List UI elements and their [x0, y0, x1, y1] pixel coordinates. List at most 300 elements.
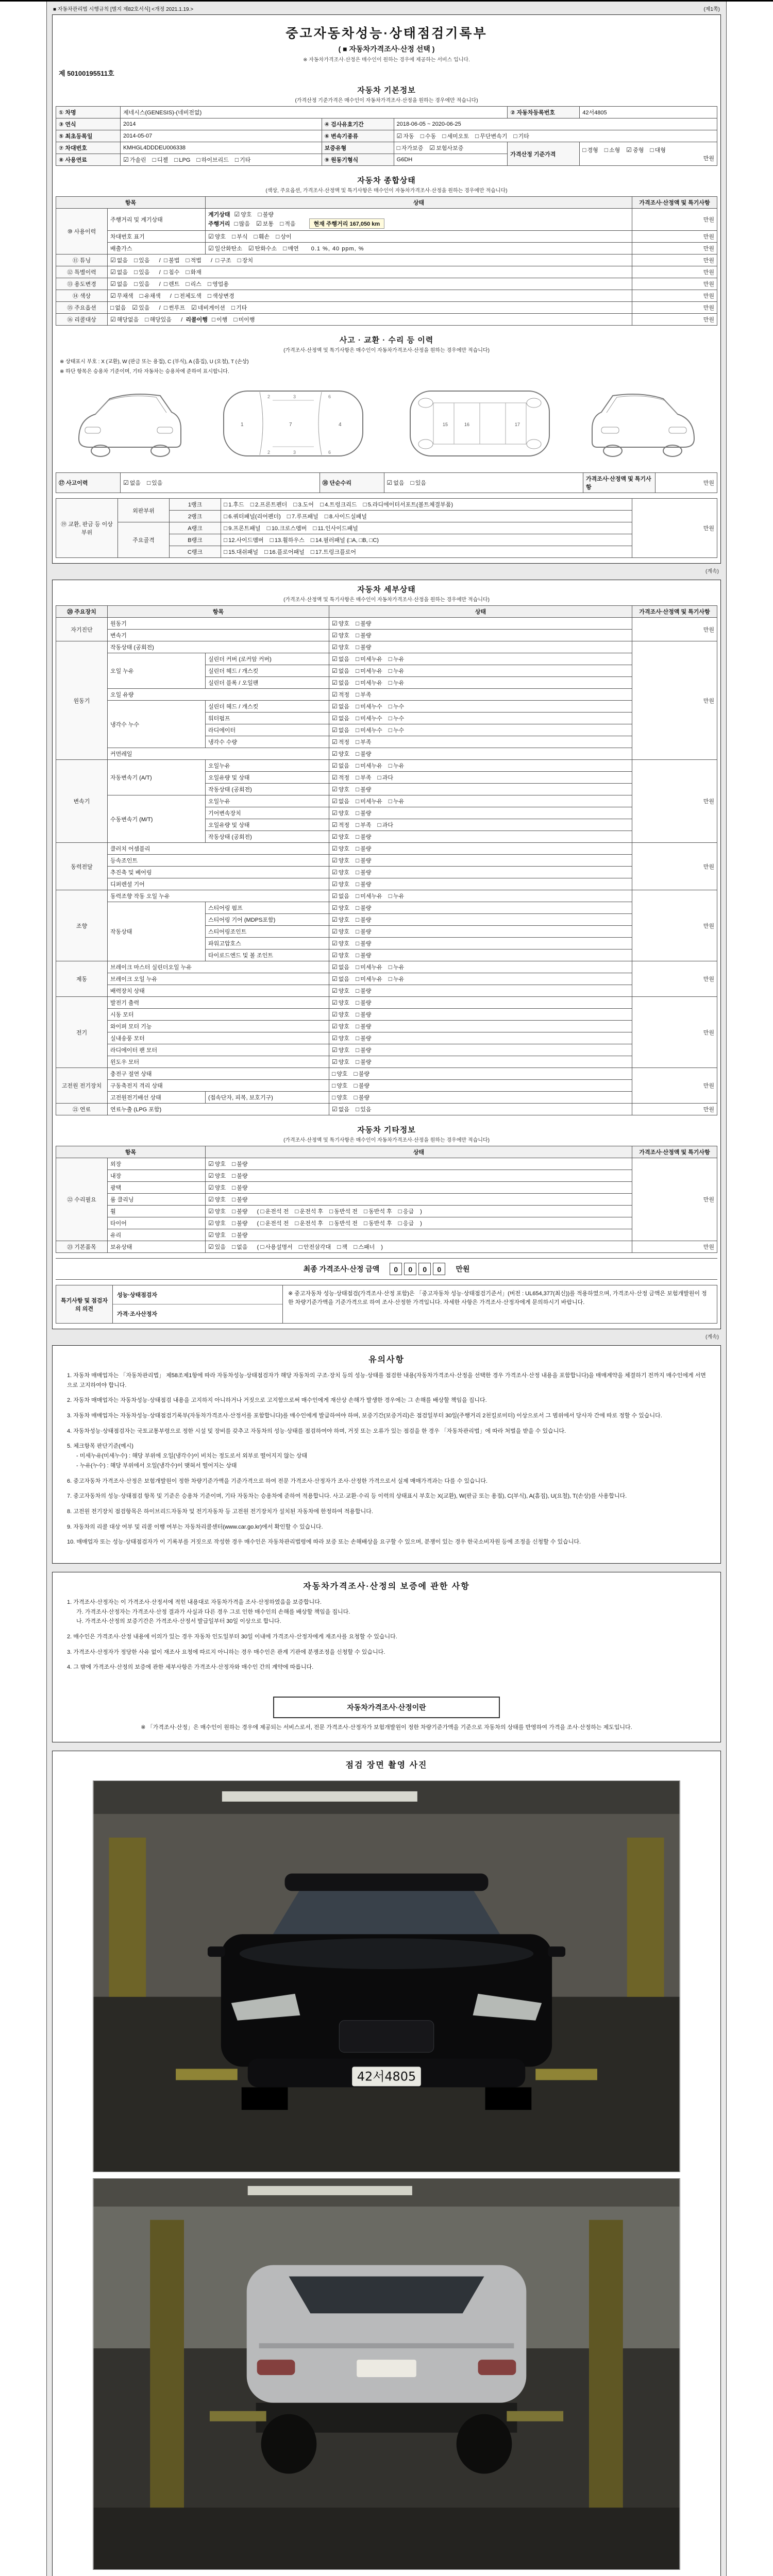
- checkbox-icon: □: [232, 1172, 236, 1179]
- etc-section-note: (가격조사·산정액 및 특기사항은 매수인이 자동차가격조사·산정을 원하는 경우에만 적습니다): [283, 1138, 490, 1143]
- detail-checkbox[interactable]: [332, 951, 349, 959]
- overall-price-cell: 만원: [632, 302, 717, 314]
- overall-checkbox[interactable]: [110, 268, 128, 276]
- overall-checkbox[interactable]: [164, 268, 180, 276]
- final-price-digit: 0: [433, 1263, 445, 1275]
- checkbox-label: 있음: [139, 258, 150, 264]
- checkbox-label: 부족: [360, 739, 372, 745]
- etc-checkbox[interactable]: [208, 1219, 226, 1227]
- checkbox-icon: □: [266, 524, 271, 532]
- overall-checkbox[interactable]: [208, 232, 226, 241]
- detail-checkbox[interactable]: [332, 809, 349, 817]
- field-label-vin: ⑦ 차대번호: [56, 142, 121, 154]
- detail-checkbox[interactable]: [356, 761, 382, 770]
- checkbox-icon: □: [283, 245, 287, 252]
- checkbox-label: 양호: [338, 1024, 350, 1030]
- checkbox-icon: □: [254, 233, 258, 240]
- overall-checkbox[interactable]: [164, 256, 180, 264]
- accident-checkbox[interactable]: [147, 479, 163, 487]
- detail-checkbox[interactable]: [356, 619, 372, 628]
- detail-checkbox[interactable]: [389, 892, 405, 900]
- overall-checkbox[interactable]: [208, 280, 229, 288]
- etc-price-cell: 만원: [632, 1241, 717, 1253]
- frame-checkbox[interactable]: [224, 536, 264, 544]
- detail-checkbox[interactable]: [332, 667, 349, 675]
- detail-checkbox[interactable]: [332, 679, 349, 687]
- detail-checkbox[interactable]: [332, 785, 349, 793]
- detail-checkbox[interactable]: [356, 880, 372, 888]
- overall-checkbox[interactable]: [132, 303, 150, 312]
- detail-checkbox[interactable]: [332, 655, 349, 663]
- etc-checkbox[interactable]: [208, 1160, 226, 1168]
- overall-checkbox[interactable]: [186, 256, 201, 264]
- detail-checkbox[interactable]: [332, 773, 349, 782]
- etc-sub-checkbox[interactable]: [295, 1219, 323, 1227]
- checkbox-icon: □: [513, 132, 517, 140]
- accident-checkbox[interactable]: [123, 479, 141, 487]
- checkbox-icon: ☑: [110, 268, 116, 276]
- frame-checkbox[interactable]: [264, 548, 305, 556]
- rank1-items: [221, 499, 632, 511]
- transmission-checkbox[interactable]: [513, 132, 529, 140]
- price-survey-definition-body: ※ 「가격조사·산정」은 매수인이 원하는 경우에 제공되는 서비스로서, 전문 가격조사·산정자가 보험개발원이 정한 차량기준가액을 기준으로 자동차의 상태를 반영하여 가격을 조사·산정하는 제도입니다.: [141, 1724, 632, 1731]
- checkbox-label: 무단변속기: [480, 133, 508, 140]
- overall-checkbox[interactable]: [164, 280, 180, 288]
- overall-state-table: [56, 196, 717, 326]
- checkbox-icon: □: [313, 524, 317, 532]
- device-group-label: 자기진단: [56, 618, 108, 641]
- detail-checkbox[interactable]: [332, 927, 349, 936]
- device-group-label: 변속기: [56, 760, 108, 843]
- frame-checkbox[interactable]: [311, 536, 379, 544]
- overall-checkbox[interactable]: [208, 244, 242, 252]
- detail-checkbox[interactable]: [354, 1070, 370, 1078]
- etc-checkbox[interactable]: [208, 1195, 226, 1204]
- detail-checkbox[interactable]: [356, 892, 382, 900]
- detail-checkbox[interactable]: [389, 975, 405, 983]
- form-reference: ■ 자동차관리법 시행규칙 [별지 제82호서식] <개정 2021.1.19.>: [53, 7, 194, 12]
- detail-checkbox[interactable]: [332, 975, 349, 983]
- detail-checkbox[interactable]: [332, 939, 349, 947]
- detail-checkbox[interactable]: [356, 833, 372, 841]
- warranty-checkbox[interactable]: [429, 144, 463, 152]
- checkbox-label: 미세누수: [360, 727, 382, 734]
- detail-checkbox[interactable]: [356, 821, 372, 829]
- detail-checkbox[interactable]: [356, 844, 372, 853]
- overall-checkbox[interactable]: [208, 292, 234, 300]
- overall-checkbox[interactable]: [212, 315, 228, 324]
- notice-item-text: 7. 중고자동차의 성능·상태점검 항목 및 기준은 승용차 기준이며, 기타 자동차는 승용차에 준하여 적용합니다. 사고·교환·수리 등 이력의 상태표시 부호는 X(교환), W(판금 또는 용접), C(부식), A(흠집), U(요철), T(손상)를 사용합니다.: [67, 1493, 627, 1500]
- detail-checkbox[interactable]: [389, 655, 405, 663]
- overall-checkbox[interactable]: [164, 303, 185, 312]
- frame-checkbox[interactable]: [270, 536, 305, 544]
- etc-checkbox[interactable]: [208, 1243, 226, 1251]
- panel-checkbox[interactable]: [224, 512, 281, 520]
- overall-checkbox[interactable]: [234, 219, 250, 228]
- detail-checkbox[interactable]: [356, 809, 372, 817]
- checkbox-icon: ☑: [332, 1011, 338, 1018]
- fuel-checkbox[interactable]: [123, 156, 146, 164]
- detail-status-cell: [329, 831, 632, 843]
- detail-checkbox[interactable]: [356, 975, 382, 983]
- checkbox-icon: ☑: [332, 786, 338, 793]
- detail-checkbox[interactable]: [389, 761, 405, 770]
- overall-checkbox[interactable]: [256, 219, 274, 228]
- overall-checkbox[interactable]: [110, 315, 139, 324]
- detail-checkbox[interactable]: [356, 797, 382, 805]
- warranty-checkbox[interactable]: [397, 144, 424, 152]
- detail-checkbox[interactable]: [332, 1093, 348, 1101]
- checkbox-label: 불량: [237, 1209, 248, 1215]
- checkbox-icon: □: [163, 257, 168, 264]
- checkbox-icon: □: [196, 156, 200, 163]
- overall-checkbox[interactable]: [276, 232, 292, 241]
- detail-checkbox[interactable]: [354, 1081, 370, 1090]
- repair-checkbox[interactable]: [387, 479, 405, 487]
- notice-item: [67, 1396, 706, 1405]
- checkbox-icon: □: [232, 1243, 236, 1250]
- detail-checkbox[interactable]: [354, 1093, 370, 1101]
- overall-checkbox[interactable]: [186, 268, 201, 276]
- detail-checkbox[interactable]: [332, 821, 349, 829]
- overall-checkbox[interactable]: [110, 256, 128, 264]
- detail-checkbox[interactable]: [332, 797, 349, 805]
- detail-checkbox[interactable]: [389, 714, 405, 722]
- field-value-name: 제네시스(GENESIS)-(네비전없): [121, 107, 508, 118]
- detail-checkbox[interactable]: [356, 655, 382, 663]
- etc-sub-checkbox[interactable]: [398, 1207, 414, 1215]
- detail-checkbox[interactable]: [356, 1105, 372, 1113]
- checkbox-icon: □: [232, 1231, 236, 1239]
- checkbox-label: 부족: [360, 692, 372, 698]
- checkbox-icon: □: [398, 1208, 402, 1215]
- warranty-item-sub: 가. 가격조사·산정자는 가격조사·산정 결과가 사실과 다른 경우 그로 인한 매수인의 손해를 배상할 책임을 집니다.: [76, 1608, 350, 1615]
- price-base-class-checkbox[interactable]: [626, 146, 644, 154]
- overall-checkbox[interactable]: [215, 256, 231, 264]
- overall-checkbox[interactable]: [232, 232, 248, 241]
- checkbox-icon: □: [388, 667, 393, 674]
- overall-checkbox[interactable]: [254, 232, 270, 241]
- detail-status-cell: [329, 784, 632, 795]
- frame-checkbox[interactable]: [313, 524, 358, 532]
- detail-checkbox[interactable]: [332, 1046, 349, 1054]
- overall-checkbox[interactable]: [248, 244, 277, 252]
- detail-checkbox[interactable]: [332, 1010, 349, 1019]
- detail-checkbox[interactable]: [356, 927, 372, 936]
- checkbox-icon: □: [110, 304, 114, 311]
- overall-checkbox[interactable]: [140, 292, 161, 300]
- checkbox-icon: ☑: [110, 316, 116, 323]
- panel-checkbox[interactable]: [250, 500, 288, 509]
- panel-checkbox[interactable]: [325, 512, 367, 520]
- checkbox-label: 양호: [214, 1173, 226, 1179]
- detail-checkbox[interactable]: [356, 785, 372, 793]
- detail-checkbox[interactable]: [356, 738, 372, 746]
- etc-sub-checkbox[interactable]: [329, 1207, 358, 1215]
- detail-checkbox[interactable]: [378, 821, 394, 829]
- etc-sub-checkbox[interactable]: [260, 1207, 289, 1215]
- overall-checkbox[interactable]: [233, 315, 255, 324]
- transmission-checkbox[interactable]: [442, 132, 469, 140]
- detail-checkbox[interactable]: [332, 643, 349, 651]
- detail-checkbox[interactable]: [356, 690, 372, 699]
- price-base-class-checkbox[interactable]: [582, 146, 598, 154]
- overall-col-price: 가격조사·산정액 및 특기사항: [632, 197, 717, 209]
- overall-checkbox[interactable]: [186, 280, 201, 288]
- panel-notice: [52, 1345, 721, 1564]
- detail-price-cell: 만원: [632, 997, 717, 1068]
- checkbox-label: 불량: [360, 810, 372, 817]
- etc-status-cell: ☑ 양호 □ 불량 ( □ 운전석 전 □ 운전석 후 □ 동반석 전 □ 동반석 후 □ 응급 ): [206, 1217, 632, 1229]
- detail-checkbox[interactable]: [356, 1046, 372, 1054]
- detail-checkbox[interactable]: [389, 963, 405, 971]
- frame-checkbox[interactable]: [224, 548, 258, 556]
- overall-checkbox[interactable]: [238, 256, 254, 264]
- checkbox-label: 적법: [190, 258, 201, 264]
- checkbox-icon: □: [320, 501, 324, 508]
- detail-col-device: ⑳ 주요장치: [56, 606, 108, 618]
- overall-checkbox[interactable]: [191, 303, 225, 312]
- detail-checkbox[interactable]: [356, 916, 372, 924]
- checkbox-icon: □: [356, 655, 360, 663]
- etc-checkbox[interactable]: [232, 1219, 248, 1227]
- detail-checkbox[interactable]: [356, 951, 372, 959]
- detail-checkbox[interactable]: [356, 702, 382, 710]
- etc-sub-checkbox[interactable]: [295, 1207, 323, 1215]
- detail-checkbox[interactable]: [332, 702, 349, 710]
- detail-checkbox[interactable]: [332, 690, 349, 699]
- etc-checkbox[interactable]: [232, 1231, 248, 1239]
- frame-checkbox[interactable]: [311, 548, 356, 556]
- etc-checkbox[interactable]: [208, 1231, 226, 1239]
- detail-checkbox[interactable]: [332, 714, 349, 722]
- detail-checkbox[interactable]: [356, 1010, 372, 1019]
- detail-status-cell: [329, 914, 632, 926]
- detail-checkbox[interactable]: [332, 844, 349, 853]
- detail-device-label: 작동상태 (공회전): [206, 831, 329, 843]
- detail-checkbox[interactable]: [356, 631, 372, 639]
- transmission-checkbox[interactable]: [397, 132, 414, 140]
- etc-checkbox[interactable]: [232, 1195, 248, 1204]
- frame-checkbox[interactable]: [224, 524, 261, 532]
- etc-status-cell: [206, 1182, 632, 1194]
- etc-sub-checkbox[interactable]: [299, 1243, 331, 1251]
- detail-status-cell: [329, 1032, 632, 1044]
- detail-price-cell: 만원: [632, 760, 717, 843]
- overall-checkbox[interactable]: [175, 292, 201, 300]
- frame-checkbox[interactable]: [267, 524, 307, 532]
- checkbox-label: 없음: [338, 656, 350, 663]
- etc-sub-checkbox[interactable]: [364, 1207, 392, 1215]
- detail-checkbox[interactable]: [332, 1081, 348, 1090]
- detail-checkbox[interactable]: [332, 631, 349, 639]
- detail-checkbox[interactable]: [356, 726, 382, 734]
- detail-checkbox[interactable]: [356, 679, 382, 687]
- detail-item-label: 구동축전지 격리 상태: [108, 1080, 329, 1092]
- etc-sub-checkbox[interactable]: [260, 1243, 292, 1251]
- overall-checkbox[interactable]: [231, 303, 247, 312]
- detail-checkbox[interactable]: [356, 714, 382, 722]
- detail-checkbox[interactable]: [356, 667, 382, 675]
- detail-checkbox[interactable]: [356, 750, 372, 758]
- detail-checkbox[interactable]: [356, 998, 372, 1007]
- etc-checkbox[interactable]: [232, 1207, 248, 1215]
- detail-checkbox[interactable]: [389, 667, 405, 675]
- transmission-checkbox[interactable]: [421, 132, 436, 140]
- checkbox-label: 유채색: [144, 293, 161, 299]
- overall-section-note: (색상, 주요옵션, 가격조사·산정액 및 특기사항은 매수인이 자동차가격조사·산정을 원하는 경우에만 적습니다): [265, 188, 508, 194]
- etc-checkbox[interactable]: [232, 1243, 248, 1251]
- detail-checkbox[interactable]: [332, 892, 349, 900]
- notice-item: [67, 1507, 706, 1517]
- checkbox-icon: □: [388, 726, 393, 734]
- mileage-highlight: 현재 주행거리 167,050 km: [309, 218, 385, 229]
- panel-checkbox[interactable]: [320, 500, 357, 509]
- detail-checkbox[interactable]: [389, 797, 405, 805]
- overall-status-cell: □ 없음 ☑ 있음 / □ 썬루프 ☑ 네비게이션 □ 기타: [108, 302, 632, 314]
- checkbox-icon: □: [420, 132, 424, 140]
- detail-checkbox[interactable]: [332, 963, 349, 971]
- panel-checkbox[interactable]: [363, 500, 453, 509]
- checkbox-label: 양호: [338, 810, 350, 817]
- etc-sub-checkbox[interactable]: [354, 1243, 375, 1251]
- checkbox-icon: ☑: [332, 952, 338, 959]
- detail-checkbox[interactable]: [356, 987, 372, 995]
- etc-item-label: 내장: [108, 1170, 206, 1182]
- panel-checkbox[interactable]: [293, 500, 314, 509]
- detail-checkbox[interactable]: [332, 904, 349, 912]
- overall-checkbox[interactable]: [234, 210, 252, 218]
- etc-sub-checkbox[interactable]: [337, 1243, 347, 1251]
- detail-checkbox[interactable]: [332, 750, 349, 758]
- etc-sub-checkbox[interactable]: [329, 1219, 358, 1227]
- detail-checkbox[interactable]: [332, 998, 349, 1007]
- checkbox-icon: ☑: [429, 144, 435, 151]
- detail-checkbox[interactable]: [378, 773, 394, 782]
- detail-checkbox[interactable]: [332, 1105, 349, 1113]
- detail-item-label: 작동상태: [108, 902, 206, 961]
- transmission-checkbox[interactable]: [475, 132, 507, 140]
- etc-checkbox[interactable]: [208, 1172, 226, 1180]
- detail-checkbox[interactable]: [356, 1034, 372, 1042]
- etc-sub-checkbox[interactable]: [364, 1219, 392, 1227]
- etc-checkbox[interactable]: [208, 1183, 226, 1192]
- checkbox-label: 응급: [402, 1209, 414, 1215]
- overall-status-cell: ☑ 무채색 □ 유채색 / □ 전체도색 □ 색상변경: [108, 290, 632, 302]
- checkbox-icon: ☑: [332, 1058, 338, 1065]
- detail-checkbox[interactable]: [332, 856, 349, 865]
- car-diagram-rear-perspective: [583, 380, 704, 467]
- overall-checkbox[interactable]: [283, 244, 299, 252]
- price-base-class-checkbox[interactable]: [650, 146, 666, 154]
- warranty-item-sub: 나. 가격조사·산정의 보증기간은 가격조사·산정서 발급일부터 30일 이상으로 합니다.: [76, 1618, 281, 1625]
- detail-checkbox[interactable]: [332, 726, 349, 734]
- detail-checkbox[interactable]: [356, 643, 372, 651]
- detail-checkbox[interactable]: [356, 856, 372, 865]
- detail-checkbox[interactable]: [332, 1034, 349, 1042]
- document-subtitle: ( ■ 자동차가격조사·산정 선택 ): [338, 45, 435, 53]
- field-value-vin: KMHGL4DDDEU006338: [121, 142, 322, 154]
- overall-checkbox[interactable]: [110, 292, 133, 300]
- etc-checkbox[interactable]: [232, 1160, 248, 1168]
- detail-status-cell: [329, 950, 632, 961]
- detail-checkbox[interactable]: [356, 773, 372, 782]
- panel-checkbox[interactable]: [287, 512, 318, 520]
- overall-checkbox[interactable]: [134, 256, 150, 264]
- checkbox-label: 양호: [338, 1059, 350, 1065]
- detail-checkbox[interactable]: [389, 726, 405, 734]
- overall-checkbox[interactable]: [110, 280, 128, 288]
- fuel-checkbox[interactable]: [196, 156, 228, 164]
- fuel-checkbox[interactable]: [235, 156, 251, 164]
- price-base-class-checkbox[interactable]: [604, 146, 620, 154]
- etc-sub-checkbox[interactable]: [398, 1219, 414, 1227]
- detail-checkbox[interactable]: [356, 904, 372, 912]
- checkbox-label: 3.도어: [298, 502, 314, 508]
- overall-checkbox[interactable]: [145, 315, 172, 324]
- exchange-panel-table: [56, 498, 717, 558]
- repair-checkbox[interactable]: [411, 479, 427, 487]
- exchange-price-cell: 만원: [632, 499, 717, 558]
- checkbox-label: 불량: [360, 645, 372, 651]
- checkbox-icon: □: [356, 869, 360, 876]
- detail-checkbox[interactable]: [332, 738, 349, 746]
- checkbox-icon: ☑: [332, 809, 338, 817]
- checkbox-icon: □: [356, 1023, 360, 1030]
- overall-checkbox[interactable]: [280, 219, 296, 228]
- checkbox-icon: □: [147, 479, 151, 486]
- etc-checkbox[interactable]: [208, 1207, 226, 1215]
- detail-checkbox[interactable]: [356, 868, 372, 876]
- etc-checkbox[interactable]: [232, 1172, 248, 1180]
- overall-checkbox[interactable]: [134, 268, 150, 276]
- detail-checkbox[interactable]: [332, 868, 349, 876]
- detail-checkbox[interactable]: [356, 963, 382, 971]
- detail-checkbox[interactable]: [332, 619, 349, 628]
- checkbox-label: 양호: [338, 929, 350, 935]
- fuel-checkbox[interactable]: [153, 156, 169, 164]
- overall-checkbox[interactable]: [134, 280, 150, 288]
- detail-checkbox[interactable]: [332, 833, 349, 841]
- overall-status-cell: ☑ 없음 □ 있음 / □ 렌트 □ 리스 □ 영업용: [108, 278, 632, 290]
- detail-checkbox[interactable]: [332, 1022, 349, 1030]
- checkbox-label: 누유: [393, 893, 405, 900]
- overall-item-label: 배출가스: [108, 243, 206, 255]
- checkbox-label: 부족: [360, 822, 372, 828]
- detail-checkbox[interactable]: [332, 761, 349, 770]
- detail-checkbox[interactable]: [332, 987, 349, 995]
- checkbox-label: 불량: [237, 1173, 248, 1179]
- detail-checkbox[interactable]: [356, 939, 372, 947]
- detail-checkbox[interactable]: [332, 916, 349, 924]
- field-label-regno: ② 자동차등록번호: [508, 107, 580, 118]
- detail-checkbox[interactable]: [332, 1070, 348, 1078]
- panel-checkbox[interactable]: [224, 500, 244, 509]
- detail-checkbox[interactable]: [389, 702, 405, 710]
- fuel-checkbox[interactable]: [174, 156, 190, 163]
- overall-checkbox[interactable]: [110, 303, 126, 312]
- overall-checkbox[interactable]: [258, 210, 274, 218]
- detail-checkbox[interactable]: [332, 880, 349, 888]
- detail-checkbox[interactable]: [356, 1022, 372, 1030]
- detail-checkbox[interactable]: [389, 679, 405, 687]
- etc-sub-checkbox[interactable]: [260, 1219, 289, 1227]
- etc-checkbox[interactable]: [232, 1183, 248, 1192]
- checkbox-label: 불량: [237, 1161, 248, 1167]
- detail-checkbox[interactable]: [332, 1058, 349, 1066]
- checkbox-label: 적음: [284, 221, 296, 227]
- detail-checkbox[interactable]: [356, 1058, 372, 1066]
